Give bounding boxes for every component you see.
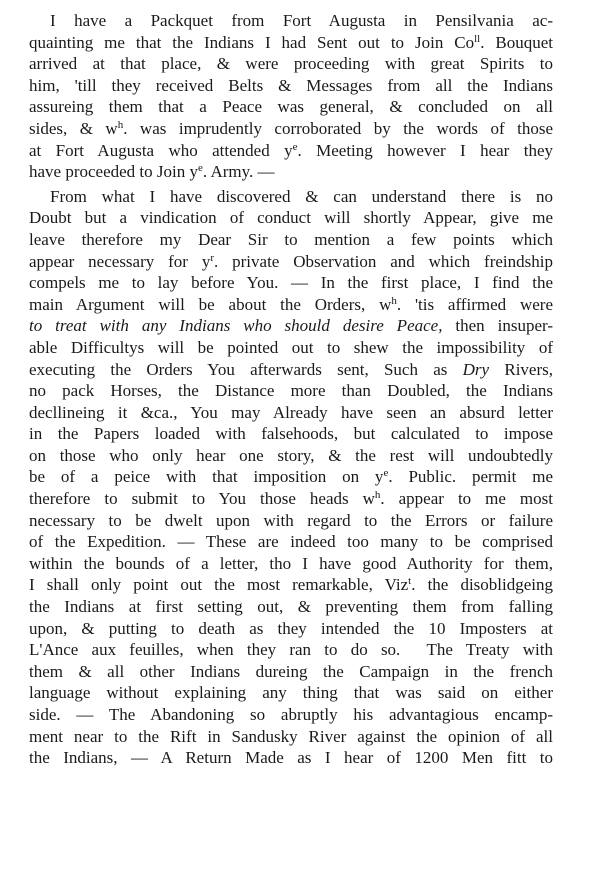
line-text: them & all other Indians dureing the Campaign in the french bbox=[29, 661, 553, 681]
line-text: at Fort Augusta who attended y bbox=[29, 140, 293, 160]
text-line bbox=[29, 359, 553, 381]
text-line bbox=[29, 53, 553, 75]
italic-text: to treat with any Indians who should desire Peace, bbox=[29, 316, 443, 336]
paragraph-2 bbox=[29, 186, 553, 769]
text-line bbox=[29, 661, 553, 683]
line-text: compels me to lay before You. — In the first place, I find the bbox=[29, 273, 553, 293]
text-line bbox=[29, 466, 553, 488]
text-line bbox=[29, 380, 553, 402]
superscript-text: h bbox=[117, 118, 124, 131]
line-text: Doubt but a vindication of conduct will shortly Appear, give me bbox=[29, 208, 553, 228]
line-text: have proceeded to Join y bbox=[29, 162, 198, 182]
line-text: therefore to submit to You those heads w bbox=[29, 489, 375, 509]
text-line bbox=[29, 96, 553, 118]
line-text: no pack Horses, the Distance more than Doubled, the Indians bbox=[29, 381, 553, 401]
line-text: . Army. — bbox=[202, 162, 275, 182]
text-line bbox=[29, 337, 553, 359]
text-line bbox=[29, 186, 553, 208]
superscript-text: h bbox=[374, 489, 381, 502]
line-text: upon, & putting to death as they intended the 10 Imposters at bbox=[29, 618, 553, 638]
line-text: I have a Packquet from Fort Augusta in Pensilvania ac- bbox=[50, 11, 553, 30]
line-text: arrived at that place, & were proceeding with great Spirits to bbox=[29, 54, 553, 74]
line-text: From what I have discovered & can understand there is no bbox=[50, 186, 553, 206]
text-line bbox=[29, 118, 553, 140]
text-line bbox=[29, 596, 553, 618]
text-line bbox=[29, 574, 553, 596]
line-text: ment near to the Rift in Sandusky River against the opinion of all bbox=[29, 726, 553, 746]
line-text: able Difficultys will be pointed out to shew the impossibility of bbox=[29, 337, 553, 357]
superscript-text: ll bbox=[474, 32, 481, 45]
line-text: L'Ance aux feuilles, when they ran to do so. The Treaty with bbox=[29, 640, 553, 660]
line-text: . the disoblidgeing bbox=[411, 575, 553, 595]
superscript-text: e bbox=[198, 162, 203, 175]
line-text: within the bounds of a letter, tho I have good Authority for them, bbox=[29, 553, 553, 573]
line-text: . was imprudently corroborated by the words of those bbox=[123, 118, 554, 138]
line-text: decllineing it &ca., You may Already have seen an absurd letter bbox=[29, 402, 553, 422]
line-text: of the Expedition. — These are indeed too many to be comprised bbox=[29, 532, 553, 552]
text-line bbox=[29, 10, 553, 32]
line-text: . 'tis affirmed were bbox=[396, 294, 553, 314]
text-line bbox=[29, 423, 553, 445]
superscript-text: r bbox=[210, 251, 215, 264]
text-line bbox=[29, 704, 553, 726]
line-text: Rivers, bbox=[489, 359, 554, 379]
line-text: in the Papers loaded with falsehoods, but calculated to impose bbox=[29, 424, 553, 444]
line-text: him, 'till they received Belts & Messages from all the Indians bbox=[29, 75, 553, 95]
line-text: necessary to be dwelt upon with regard to the Errors or failure bbox=[29, 510, 553, 530]
line-text: executing the Orders You afterwards sent, Such as bbox=[29, 359, 463, 379]
text-line bbox=[29, 747, 553, 769]
line-text: . private Observation and which freindship bbox=[214, 251, 553, 271]
italic-text: Dry bbox=[462, 359, 490, 379]
text-line bbox=[29, 531, 553, 553]
line-text: . Public. permit me bbox=[388, 467, 553, 487]
text-line bbox=[29, 488, 553, 510]
text-line bbox=[29, 315, 553, 337]
text-line bbox=[29, 553, 553, 575]
line-text: appear necessary for y bbox=[29, 251, 211, 271]
text-line bbox=[29, 272, 553, 294]
text-line bbox=[29, 402, 553, 424]
line-text: side. — The Abandoning so abruptly his advantagious encamp- bbox=[29, 705, 553, 724]
text-line bbox=[29, 294, 553, 316]
line-text: main Argument will be about the Orders, w bbox=[29, 294, 392, 314]
line-text: be of a peice with that imposition on y bbox=[29, 467, 384, 487]
line-text: quainting me that the Indians I had Sent out to Join Co bbox=[29, 32, 475, 52]
text-line bbox=[29, 639, 553, 661]
paragraph-1 bbox=[29, 10, 553, 183]
line-text: sides, & w bbox=[29, 118, 118, 138]
superscript-text: e bbox=[292, 140, 298, 153]
line-text: the Indians at first setting out, & preventing them from falling bbox=[29, 597, 553, 617]
text-line bbox=[29, 618, 553, 640]
text-line bbox=[29, 251, 553, 273]
text-line bbox=[29, 207, 553, 229]
line-text: . Bouquet bbox=[480, 32, 554, 52]
text-line bbox=[29, 161, 553, 183]
text-line bbox=[29, 75, 553, 97]
superscript-text: t bbox=[408, 575, 412, 588]
text-line bbox=[29, 445, 553, 467]
text-line bbox=[29, 229, 553, 251]
text-line bbox=[29, 510, 553, 532]
superscript-text: e bbox=[383, 467, 389, 480]
letter-page bbox=[29, 10, 553, 769]
text-line bbox=[29, 682, 553, 704]
text-line bbox=[29, 140, 553, 162]
superscript-text: h bbox=[391, 294, 397, 307]
line-text: language without explaining any thing that was said on either bbox=[29, 683, 553, 703]
line-text: then insuper- bbox=[442, 316, 553, 336]
line-text: assureing them that a Peace was general, & concluded on all bbox=[29, 97, 553, 117]
line-text: . appear to me most bbox=[380, 489, 553, 509]
text-line bbox=[29, 32, 553, 54]
text-line bbox=[29, 726, 553, 748]
line-text: . Meeting however I hear they bbox=[297, 140, 553, 160]
line-text: I shall only point out the most remarkable, Viz bbox=[29, 575, 409, 595]
line-text: on those who only hear one story, & the rest will undoubtedly bbox=[29, 445, 553, 465]
line-text: leave therefore my Dear Sir to mention a few points which bbox=[29, 229, 553, 249]
line-text: the Indians, — A Return Made as I hear of 1200 Men fitt to bbox=[29, 748, 553, 768]
